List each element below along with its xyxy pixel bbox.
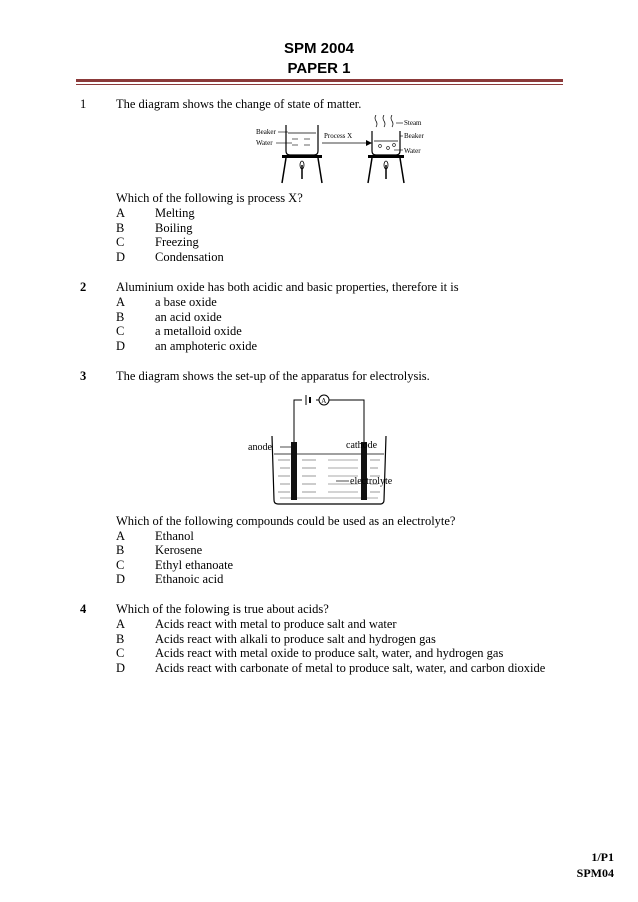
question-3-option-d[interactable]	[116, 572, 223, 587]
option-letter: D	[116, 339, 126, 353]
question-2-option-b[interactable]	[116, 310, 222, 325]
electrolyte-label: electrolyte	[350, 476, 393, 487]
ammeter-label: A	[321, 397, 327, 405]
option-letter: D	[116, 661, 126, 675]
option-text: Ethanoic acid	[155, 572, 224, 586]
question-2-text: Aluminium oxide has both acidic and basic properties, therefore it is	[116, 280, 459, 294]
question-3-option-b[interactable]	[116, 543, 202, 558]
option-letter: C	[116, 558, 125, 572]
paper-code: SPM04	[576, 866, 614, 880]
option-text: an acid oxide	[155, 310, 222, 324]
question-2-option-c[interactable]	[116, 324, 242, 339]
option-text: Kerosene	[155, 543, 203, 557]
option-text: Acids react with carbonate of metal to produce salt, water, and carbon dioxide	[155, 661, 546, 675]
option-letter: C	[116, 324, 125, 338]
page-number: 1/P1	[591, 850, 614, 864]
header-rule-thin	[76, 84, 563, 85]
question-1-option-a[interactable]	[116, 206, 195, 221]
cathode-label: cathode	[346, 440, 378, 451]
option-text: Condensation	[155, 250, 224, 264]
option-letter: D	[116, 572, 126, 586]
option-letter: B	[116, 310, 125, 324]
document-subtitle: PAPER 1	[287, 60, 351, 77]
electrolysis-diagram	[244, 392, 414, 510]
option-text: Ethanol	[155, 529, 194, 543]
document-title: SPM 2004	[283, 40, 355, 57]
option-text: Melting	[155, 206, 195, 220]
question-1-number: 1	[80, 97, 87, 111]
question-3-text: The diagram shows the set-up of the apparatus for electrolysis.	[116, 369, 430, 383]
question-1-text: The diagram shows the change of state of matter.	[116, 97, 362, 111]
option-text: Ethyl ethanoate	[155, 558, 234, 572]
option-text: an amphoteric oxide	[155, 339, 258, 353]
question-2-option-d[interactable]	[116, 339, 257, 354]
question-1-option-c[interactable]	[116, 235, 199, 250]
question-3-option-a[interactable]	[116, 529, 194, 544]
question-4-option-a[interactable]	[116, 617, 397, 632]
question-4-text: Which of the folowing is true about acids?	[116, 602, 329, 616]
anode-label: anode	[248, 442, 272, 453]
option-text: Boiling	[155, 221, 193, 235]
question-1-option-b[interactable]	[116, 221, 193, 236]
question-3-number: 3	[80, 369, 87, 383]
label-water-left: Water	[256, 139, 273, 147]
label-beaker-right: Beaker	[404, 132, 424, 140]
question-2-number: 2	[80, 280, 87, 294]
question-4-option-c[interactable]	[116, 646, 503, 661]
question-2-option-a[interactable]	[116, 295, 217, 310]
option-letter: A	[116, 295, 126, 309]
option-text: Acids react with alkali to produce salt and hydrogen gas	[155, 632, 436, 646]
label-beaker-left: Beaker	[256, 128, 276, 136]
option-letter: A	[116, 206, 126, 220]
option-text: Acids react with metal oxide to produce salt, water, and hydrogen gas	[155, 646, 504, 660]
option-text: a metalloid oxide	[155, 324, 242, 338]
question-4-option-b[interactable]	[116, 632, 436, 647]
option-letter: A	[116, 529, 126, 543]
question-1-prompt: Which of the following is process X?	[116, 191, 303, 205]
header-rule	[76, 79, 563, 82]
option-letter: C	[116, 646, 125, 660]
option-text: Freezing	[155, 235, 199, 249]
option-text: a base oxide	[155, 295, 217, 309]
question-3-option-c[interactable]	[116, 558, 233, 573]
question-3-prompt: Which of the following compounds could be used as an electrolyte?	[116, 514, 456, 528]
question-4-option-d[interactable]	[116, 661, 545, 676]
label-process-x: Process X	[324, 132, 353, 140]
question-1-option-d[interactable]	[116, 250, 224, 265]
option-letter: B	[116, 543, 125, 557]
label-steam: Steam	[404, 119, 422, 127]
option-letter: B	[116, 632, 125, 646]
option-letter: D	[116, 250, 126, 264]
option-letter: A	[116, 617, 126, 631]
question-4-number: 4	[80, 602, 87, 616]
state-change-diagram	[252, 115, 432, 187]
option-text: Acids react with metal to produce salt and water	[155, 617, 397, 631]
option-letter: C	[116, 235, 125, 249]
label-water-right: Water	[404, 147, 421, 155]
option-letter: B	[116, 221, 125, 235]
